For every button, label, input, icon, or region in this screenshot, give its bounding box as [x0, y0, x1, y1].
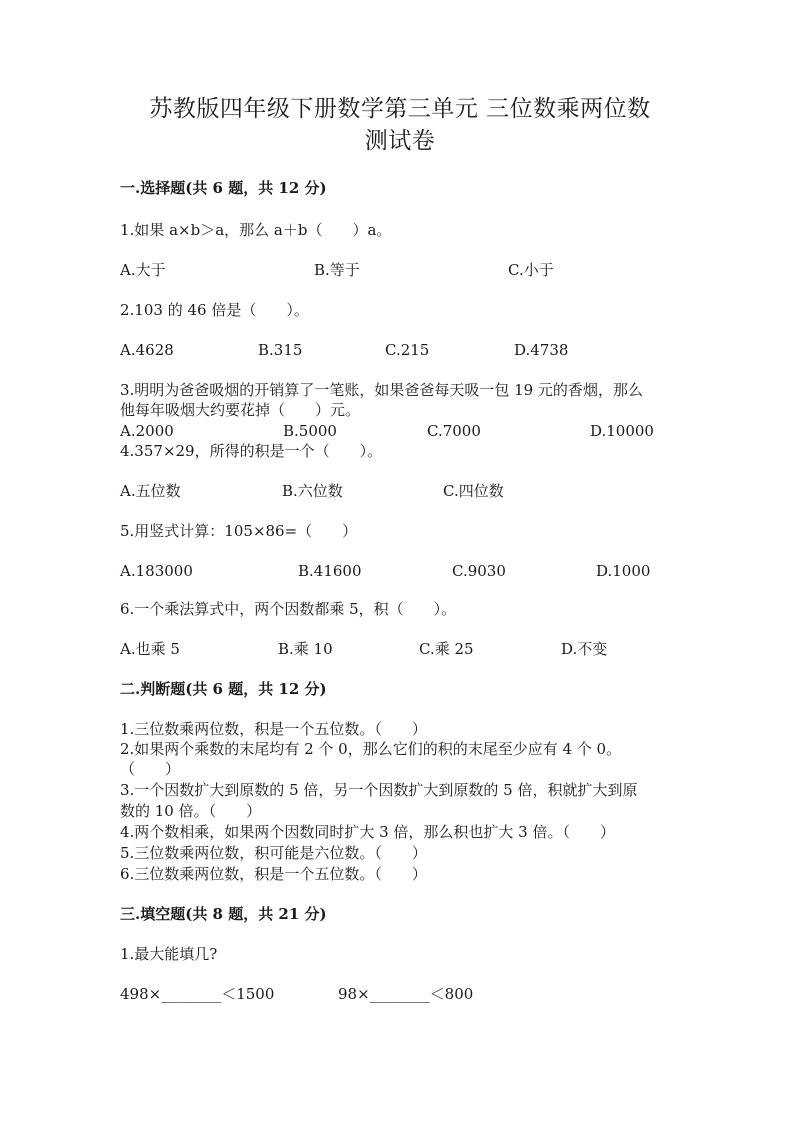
fill-blank-2[interactable]: 98×________＜800	[338, 985, 474, 1003]
q5-option-c[interactable]: C.9030	[452, 562, 506, 580]
q5-option-b[interactable]: B.41600	[298, 562, 362, 580]
question-5-text: 5.用竖式计算：105×86=（ ）	[120, 522, 358, 540]
question-6-text: 6.一个乘法算式中，两个因数都乘 5，积（ ）。	[120, 600, 457, 618]
judgement-line: 数的 10 倍。（ ）	[120, 802, 262, 820]
judgement-line: （ ）	[120, 760, 181, 778]
q6-option-a[interactable]: A.也乘 5	[120, 640, 180, 658]
judgement-line: 1.三位数乘两位数，积是一个五位数。（ ）	[120, 720, 427, 738]
q3-option-c[interactable]: C.7000	[427, 422, 481, 440]
q6-option-c[interactable]: C.乘 25	[419, 640, 474, 658]
judgement-line: 3.一个因数扩大到原数的 5 倍，另一个因数扩大到原数的 5 倍，积就扩大到原	[120, 781, 638, 799]
q3-option-b[interactable]: B.5000	[283, 422, 337, 440]
title-line-2: 测试卷	[364, 128, 436, 154]
question-3-text-line-2: 他每年吸烟大约要花掉（ ）元。	[120, 401, 361, 419]
q1-option-c[interactable]: C.小于	[508, 261, 554, 279]
q3-option-a[interactable]: A.2000	[120, 422, 174, 440]
q1-option-b[interactable]: B.等于	[314, 261, 360, 279]
fill-blank-1[interactable]: 498×________＜1500	[120, 985, 275, 1003]
title-line-1: 苏教版四年级下册数学第三单元 三位数乘两位数	[149, 96, 651, 122]
q5-option-a[interactable]: A.183000	[120, 562, 193, 580]
q2-option-c[interactable]: C.215	[385, 341, 430, 359]
judgement-line: 5.三位数乘两位数，积可能是六位数。（ ）	[120, 844, 427, 862]
question-3-text-line-1: 3.明明为爸爸吸烟的开销算了一笔账，如果爸爸每天吸一包 19 元的香烟，那么	[120, 381, 643, 399]
q6-option-b[interactable]: B.乘 10	[278, 640, 333, 658]
q2-option-d[interactable]: D.4738	[514, 341, 569, 359]
question-2-text: 2.103 的 46 倍是（ ）。	[120, 301, 309, 319]
question-1-text: 1.如果 a×b＞a，那么 a＋b（ ）a。	[120, 221, 392, 239]
fill-question-1-text: 1.最大能填几?	[120, 945, 218, 963]
section-heading-judgement: 二.判断题(共 6 题，共 12 分)	[120, 680, 327, 698]
q4-option-a[interactable]: A.五位数	[120, 482, 181, 500]
section-heading-choice: 一.选择题(共 6 题，共 12 分)	[120, 179, 327, 197]
section-heading-fill-in: 三.填空题(共 8 题，共 21 分)	[120, 905, 327, 923]
judgement-line: 2.如果两个乘数的末尾均有 2 个 0，那么它们的积的末尾至少应有 4 个 0。	[120, 740, 622, 758]
q2-option-b[interactable]: B.315	[258, 341, 303, 359]
question-4-text: 4.357×29，所得的积是一个（ ）。	[120, 442, 383, 460]
q3-option-d[interactable]: D.10000	[590, 422, 654, 440]
q5-option-d[interactable]: D.1000	[596, 562, 651, 580]
judgement-line: 6.三位数乘两位数，积是一个五位数。（ ）	[120, 865, 427, 883]
page-title	[80, 93, 720, 157]
q6-option-d[interactable]: D.不变	[561, 640, 608, 658]
q1-option-a[interactable]: A.大于	[120, 261, 166, 279]
q4-option-c[interactable]: C.四位数	[443, 482, 504, 500]
judgement-line: 4.两个数相乘，如果两个因数同时扩大 3 倍，那么积也扩大 3 倍。（ ）	[120, 823, 615, 841]
q4-option-b[interactable]: B.六位数	[282, 482, 343, 500]
q2-option-a[interactable]: A.4628	[120, 341, 174, 359]
